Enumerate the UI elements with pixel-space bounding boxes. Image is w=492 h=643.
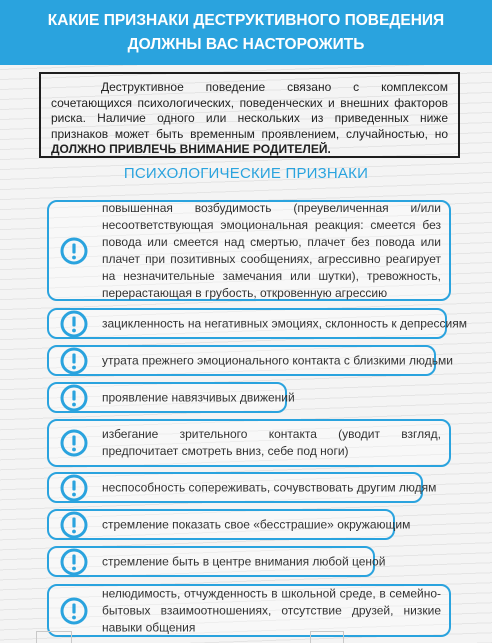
sign-item-text: зацикленность на негативных эмоциях, склонность к депрессиям [102, 316, 467, 330]
sign-item [47, 509, 411, 540]
exclamation-circle-icon [60, 310, 88, 338]
sign-item-text: проявление навязчивых движений [102, 390, 295, 404]
sign-item-text: стремление быть в центре внимания любой ценой [102, 554, 386, 568]
page-header [0, 0, 492, 65]
sign-item-text: неспособность сопереживать, сочувствовать другим людям [102, 480, 437, 494]
exclamation-circle-icon [60, 384, 88, 412]
sign-item [47, 382, 295, 413]
sign-item-text: избегание зрительного контакта (уводит взгляд, предпочитает смотреть вниз, себе под ноги) [102, 427, 441, 458]
intro-box [39, 72, 460, 158]
sign-item [47, 419, 451, 467]
exclamation-circle-icon [60, 429, 88, 457]
decorative-bracket [36, 631, 72, 643]
sign-item-text: стремление показать свое «бесстрашие» окружающим [102, 517, 411, 531]
sign-item-text: утрата прежнего эмоционального контакта с близкими людьми [102, 353, 453, 367]
sign-item-text: нелюдимость, отчужденность в школьной среде, в семейно-бытовых взаимоотношениях, отсутствие друзей, низкие навыки общения [102, 586, 441, 634]
sign-item [47, 472, 437, 503]
exclamation-circle-icon [60, 474, 88, 502]
exclamation-circle-icon [60, 597, 88, 625]
header-title-line-1: КАКИЕ ПРИЗНАКИ ДЕСТРУКТИВНОГО ПОВЕДЕНИЯ [47, 12, 445, 29]
exclamation-circle-icon [60, 347, 88, 375]
intro-text: Деструктивное поведение связано с комплексом сочетающихся психологических, поведенческих и внешних факторов риска. Наличие одного или нескольких из приведенных ниже признаков может быть временным проявлением, случайностью, но [51, 80, 448, 141]
intro-emphasis: ДОЛЖНО ПРИВЛЕЧЬ ВНИМАНИЕ РОДИТЕЛЕЙ. [51, 142, 331, 156]
exclamation-circle-icon [60, 237, 88, 265]
sign-item [47, 200, 451, 301]
sign-item [47, 584, 451, 637]
sign-item [47, 546, 386, 577]
header-title-line-2: ДОЛЖНЫ ВАС НАСТОРОЖИТЬ [127, 36, 365, 53]
exclamation-circle-icon [60, 511, 88, 539]
sign-item [47, 345, 453, 376]
section-title: ПСИХОЛОГИЧЕСКИЕ ПРИЗНАКИ [123, 165, 369, 182]
decorative-bracket [310, 631, 344, 643]
sign-item-text: повышенная возбудимость (преувеличенная и/или несоответствующая эмоциональная реакция: смеется без повода или смеется над смертью, плачет без повода или плачет при позитивных сообщениях, агрессивно реагирует на незначительные замечания или шутки), тревожность, перерастающая в грубость, откровенную агрессию [102, 200, 441, 300]
sign-item [47, 308, 467, 339]
exclamation-circle-icon [60, 548, 88, 576]
